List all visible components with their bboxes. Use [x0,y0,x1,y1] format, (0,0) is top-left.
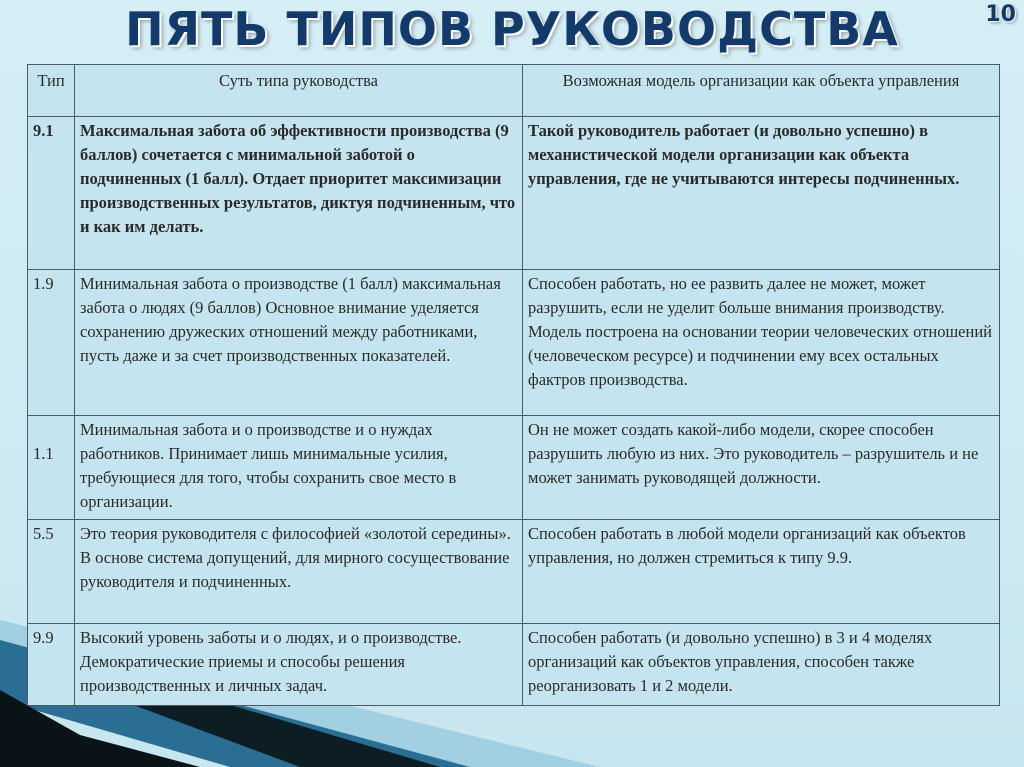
table-row [28,416,1000,520]
cell-model: Он не может создать какой-либо модели, скорее способен разрушить любую из них. Это руководитель – разрушитель и не может занимать руководящей должности. [523,416,1000,520]
cell-essence: Минимальная забота и о производстве и о нуждах работников. Принимает лишь минимальные усилия, требующиеся для того, чтобы сохранить свое место в организации. [75,416,523,520]
cell-type: 1.9 [28,270,75,416]
header-type: Тип [28,65,75,117]
page-title: ПЯТЬ ТИПОВ РУКОВОДСТВА [125,2,899,56]
cell-type: 1.1 [28,416,75,520]
cell-model: Способен работать в любой модели организаций как объектов управления, но должен стремиться к типу 9.9. [523,520,1000,624]
header-model: Возможная модель организации как объекта управления [523,65,1000,117]
cell-essence: Минимальная забота о производстве (1 балл) максимальная забота о людях (9 баллов) Основное внимание уделяется сохранению дружеских отношений между работниками, пусть даже и за счет производственных показателей. [75,270,523,416]
cell-type: 9.1 [28,117,75,270]
cell-essence: Это теория руководителя с философией «золотой середины». В основе система допущений, для мирного сосуществование руководителя и подчиненных. [75,520,523,624]
table-row [28,117,1000,270]
header-essence: Суть типа руководства [75,65,523,117]
table-row [28,624,1000,706]
cell-essence: Высокий уровень заботы и о людях, и о производстве. Демократические приемы и способы решения производственных и личных задач. [75,624,523,706]
cell-model: Способен работать (и довольно успешно) в 3 и 4 моделях организаций как объектов управления, способен также реорганизовать 1 и 2 модели. [523,624,1000,706]
table-header-row [28,65,1000,117]
cell-type: 9.9 [28,624,75,706]
table-row [28,270,1000,416]
cell-essence: Максимальная забота об эффективности производства (9 баллов) сочетается с минимальной заботой о подчиненных (1 балл). Отдает приоритет максимизации производственных результатов, диктуя подчиненным, что и как им делать. [75,117,523,270]
cell-model: Способен работать, но ее развить далее не может, может разрушить, если не уделит больше внимания производству. Модель построена на основании теории человеческих отношений (человеческом ресурсе) и подчинении ему всех остальных фактров производства. [523,270,1000,416]
cell-type: 5.5 [28,520,75,624]
leadership-types-table [27,64,1000,706]
table-row [28,520,1000,624]
slide-number: 10 [985,2,1016,27]
cell-model: Такой руководитель работает (и довольно успешно) в механистической модели организации как объекта управления, где не учитываются интересы подчиненных. [523,117,1000,270]
